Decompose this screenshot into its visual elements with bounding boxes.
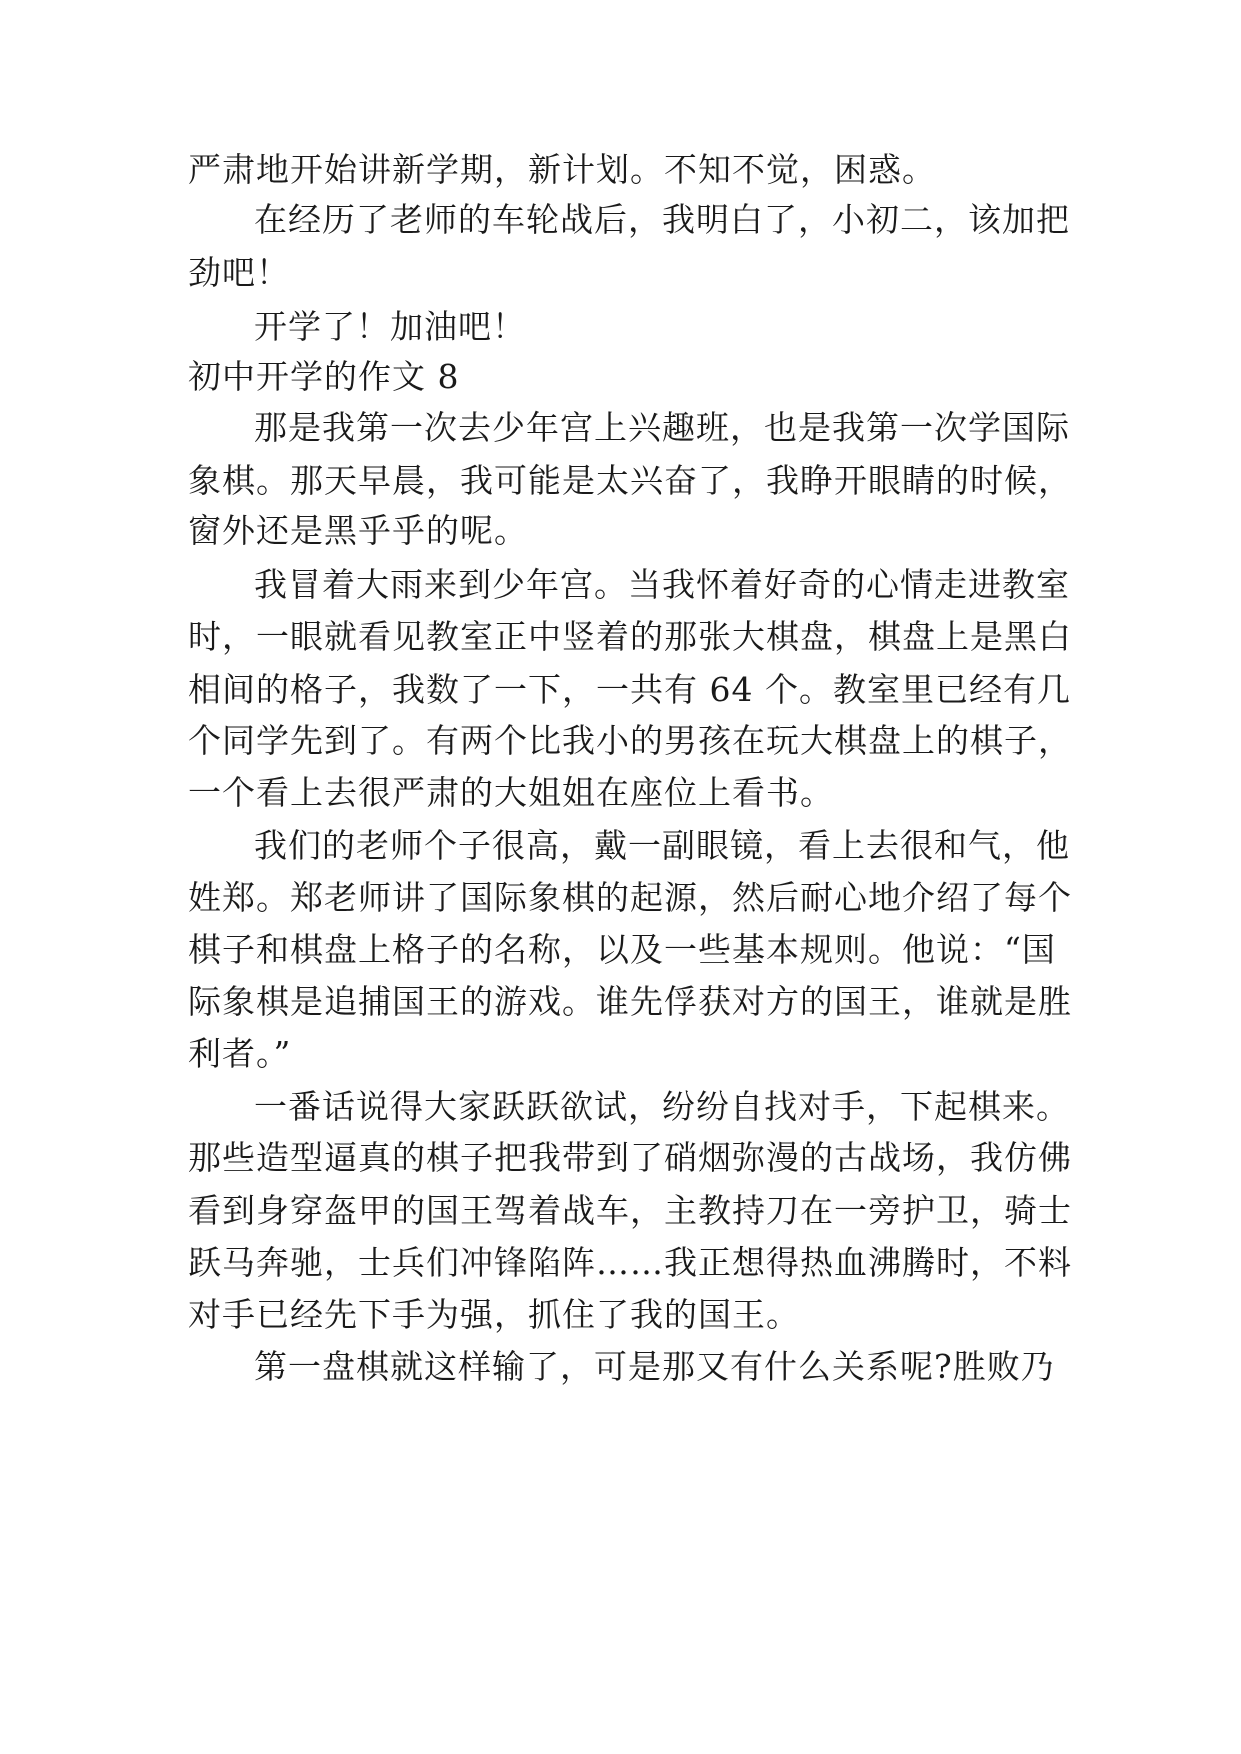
text-line: 那些造型逼真的棋子把我带到了硝烟弥漫的古战场，我仿佛: [188, 1138, 1072, 1177]
text-line: 窗外还是黑乎乎的呢。: [188, 511, 528, 550]
text-line: 一个看上去很严肃的大姐姐在座位上看书。: [188, 773, 834, 812]
text-line: 个同学先到了。有两个比我小的男孩在玩大棋盘上的棋子，: [188, 721, 1072, 760]
text-line: 劲吧！: [188, 253, 290, 292]
text-line: 时，一眼就看见教室正中竖着的那张大棋盘，棋盘上是黑白: [188, 617, 1072, 656]
paragraph-start-line: 第一盘棋就这样输了，可是那又有什么关系呢?胜败乃: [254, 1347, 1055, 1386]
paragraph-start-line: 那是我第一次去少年宫上兴趣班，也是我第一次学国际: [254, 408, 1070, 447]
paragraph-start-line: 开学了！加油吧！: [254, 307, 526, 346]
text-line: 跃马奔驰，士兵们冲锋陷阵……我正想得热血沸腾时，不料: [188, 1243, 1072, 1282]
text-line: 利者。”: [188, 1034, 292, 1073]
paragraph-start-line: 我冒着大雨来到少年宫。当我怀着好奇的心情走进教室: [254, 565, 1070, 604]
text-line: 相间的格子，我数了一下，一共有 64 个。教室里已经有几: [188, 670, 1071, 709]
section-heading: 初中开学的作文 8: [188, 357, 460, 396]
text-line: 象棋。那天早晨，我可能是太兴奋了，我睁开眼睛的时候，: [188, 461, 1072, 500]
paragraph-start-line: 一番话说得大家跃跃欲试，纷纷自找对手，下起棋来。: [254, 1087, 1070, 1126]
text-line: 看到身穿盔甲的国王驾着战车，主教持刀在一旁护卫，骑士: [188, 1191, 1072, 1230]
text-line: 对手已经先下手为强，抓住了我的国王。: [188, 1295, 800, 1334]
text-line: 际象棋是追捕国王的游戏。谁先俘获对方的国王，谁就是胜: [188, 982, 1072, 1021]
text-line: 严肃地开始讲新学期，新计划。不知不觉，困惑。: [188, 150, 936, 189]
paragraph-start-line: 我们的老师个子很高，戴一副眼镜，看上去很和气，他: [254, 826, 1070, 865]
paragraph-start-line: 在经历了老师的车轮战后，我明白了，小初二，该加把: [254, 200, 1070, 239]
text-line: 姓郑。郑老师讲了国际象棋的起源，然后耐心地介绍了每个: [188, 878, 1072, 917]
text-line: 棋子和棋盘上格子的名称，以及一些基本规则。他说：“国: [188, 930, 1056, 969]
